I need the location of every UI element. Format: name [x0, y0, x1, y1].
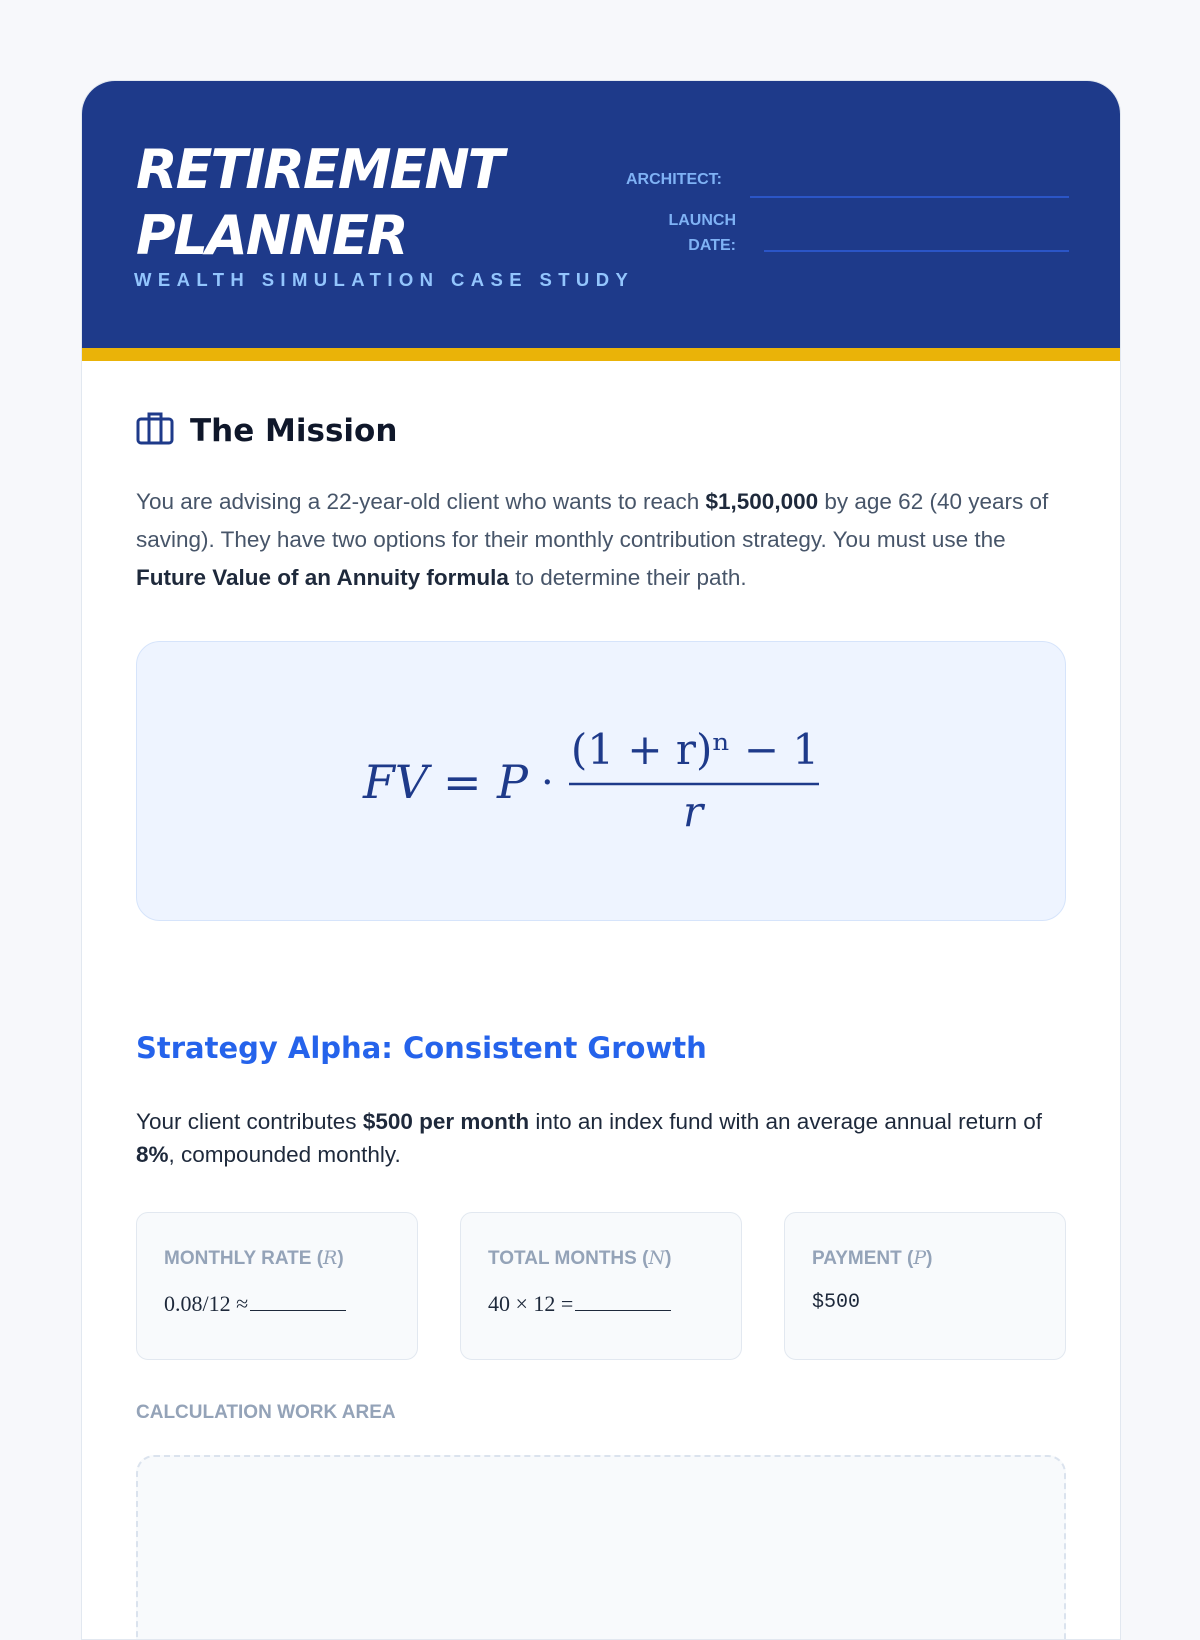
total-months-card [460, 1212, 742, 1360]
card-label-close: ) [337, 1248, 344, 1269]
accent-stripe [82, 348, 1120, 361]
card-label-text: TOTAL MONTHS ( [488, 1248, 649, 1269]
card-value [164, 1291, 346, 1317]
card-label [164, 1247, 344, 1270]
strategy-text-part: into an index fund with an average annual return of [529, 1109, 1042, 1134]
formula-denominator: r [682, 787, 704, 836]
briefcase-icon [136, 411, 174, 450]
answer-blank[interactable] [575, 1292, 671, 1311]
architect-label: ARCHITECT: [626, 171, 722, 188]
payment-card [784, 1212, 1066, 1360]
formula-numerator: (1 + r)ⁿ − 1 [570, 725, 820, 774]
formula-lhs: FV [363, 755, 429, 809]
mission-text-part: by age 62 (40 years of saving). They have two options for their monthly contribution strategy. You must use the [136, 489, 1049, 552]
formula-equals: = [443, 755, 482, 809]
mission-text [136, 483, 1056, 597]
answer-blank[interactable] [250, 1292, 346, 1311]
contribution-amount: $500 per month [362, 1109, 530, 1134]
card-label-text: PAYMENT ( [812, 1248, 914, 1269]
return-rate: 8% [136, 1142, 169, 1167]
card-label-text: MONTHLY RATE ( [164, 1248, 324, 1269]
strategy-alpha-text [136, 1105, 1056, 1171]
monthly-rate-card [136, 1212, 418, 1360]
card-label-close: ) [926, 1248, 933, 1269]
formula-name: Future Value of an Annuity formula [136, 565, 509, 590]
header-banner [82, 81, 1120, 348]
card-label-close: ) [665, 1248, 672, 1269]
mission-text-part: to determine their path. [508, 565, 747, 590]
title-line-2: PLANNER [136, 204, 407, 267]
launch-date-field[interactable] [764, 250, 1069, 252]
card-value-text: 0.08/12 ≈ [164, 1291, 249, 1316]
card-label [812, 1247, 932, 1270]
title-line-1: RETIREMENT [136, 138, 503, 201]
formula-dot: · [541, 760, 554, 806]
strategy-text-part: , compounded monthly. [168, 1142, 401, 1167]
calculation-work-area[interactable] [136, 1455, 1066, 1640]
card-symbol: P [913, 1247, 927, 1269]
mission-text-part: You are advising a 22-year-old client who wants to reach [136, 489, 706, 514]
architect-field[interactable] [750, 196, 1069, 198]
mission-title: The Mission [190, 412, 398, 449]
page-title [136, 137, 503, 269]
formula-p: P [497, 755, 528, 809]
card-value [488, 1291, 671, 1317]
launch-label-line-1: LAUNCH [668, 212, 736, 229]
card-symbol: R [323, 1247, 338, 1269]
launch-label-line-2: DATE: [688, 237, 736, 254]
page-subtitle: WEALTH SIMULATION CASE STUDY [134, 269, 635, 290]
launch-date-label [622, 208, 736, 258]
annuity-formula [137, 642, 1067, 922]
strategy-text-part: Your client contributes [136, 1109, 363, 1134]
strategy-alpha-title: Strategy Alpha: Consistent Growth [136, 1031, 707, 1065]
formula-box [136, 641, 1066, 921]
card-value-text: 40 × 12 = [488, 1291, 574, 1316]
mission-heading [136, 411, 397, 450]
card-symbol: N [648, 1247, 666, 1269]
work-area-label: CALCULATION WORK AREA [136, 1402, 396, 1423]
card-value: $500 [812, 1291, 861, 1314]
goal-amount: $1,500,000 [705, 489, 819, 514]
worksheet [81, 80, 1121, 1640]
card-label [488, 1247, 671, 1270]
